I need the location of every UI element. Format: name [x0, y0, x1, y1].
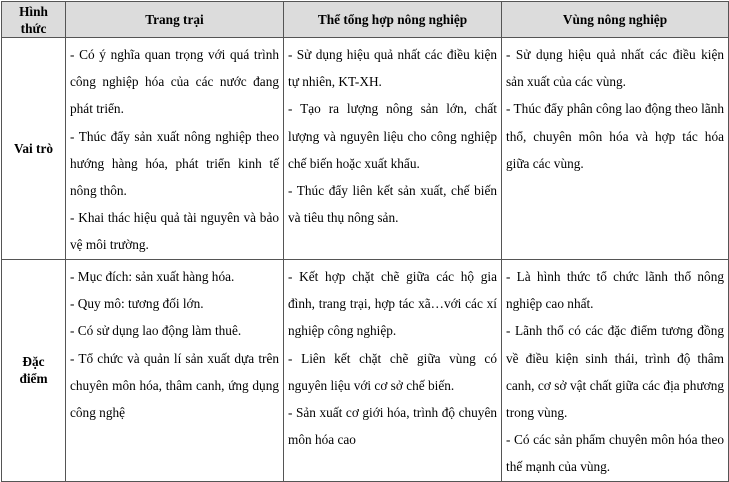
list-item: - Là hình thức tổ chức lãnh thổ nông nghiệp cao nhất.	[506, 269, 724, 312]
comparison-table	[1, 1, 729, 482]
cell-role-agri-region	[502, 38, 729, 260]
cell-char-farm	[66, 260, 284, 482]
row-label-line1: Đặc	[22, 354, 45, 370]
list-item: - Quy mô: tương đối lớn.	[70, 296, 204, 312]
cell-role-agri-complex	[284, 38, 502, 260]
list-item: - Lãnh thổ có các đặc điểm tương đồng về điều kiện sinh thái, trình độ thâm canh, cơ sở vật chất giữa các địa phương trong vùng.	[506, 323, 724, 421]
list-item: - Mục đích: sản xuất hàng hóa.	[70, 269, 235, 284]
list-item: - Có các sản phẩm chuyên môn hóa theo thế mạnh của vùng.	[506, 432, 724, 475]
header-form	[2, 2, 66, 38]
list-item: - Sử dụng hiệu quả nhất các điều kiện tự nhiên, KT-XH.	[288, 47, 497, 90]
list-item: - Kết hợp chặt chẽ giữa các hộ gia đình, trang trại, hợp tác xã…với các xí nghiệp công nghiệp.	[288, 269, 497, 339]
list-item: - Có sử dụng lao động làm thuê.	[70, 323, 242, 339]
list-item: - Thúc đẩy phân công lao động theo lãnh thổ, chuyên môn hóa và hợp tác hóa giữa các vùng.	[506, 101, 724, 171]
list-item: - Có ý nghĩa quan trọng với quá trình công nghiệp hóa của các nước đang phát triển.	[70, 47, 279, 117]
cell-char-agri-region	[502, 260, 729, 482]
list-item: - Liên kết chặt chẽ giữa vùng có nguyên liệu với cơ sở chế biến.	[288, 350, 497, 393]
list-item: - Tổ chức và quản lí sản xuất dựa trên chuyên môn hóa, thâm canh, ứng dụng công nghệ	[70, 350, 279, 421]
row-label-line2: điểm	[19, 371, 48, 387]
list-item: - Khai thác hiệu quả tài nguyên và bảo vệ môi trường.	[70, 210, 279, 253]
list-item: - Tạo ra lượng nông sản lớn, chất lượng và nguyên liệu cho công nghiệp chế biến hoặc xuất khẩu.	[288, 101, 497, 171]
row-label-characteristics	[2, 260, 66, 482]
table-header-row	[2, 2, 729, 38]
header-form-line2: thức	[20, 20, 47, 36]
header-form-line1: Hình	[19, 3, 48, 19]
list-item: - Sản xuất cơ giới hóa, trình độ chuyên môn hóa cao	[288, 405, 497, 448]
cell-char-agri-complex	[284, 260, 502, 482]
header-agri-complex: Thể tổng hợp nông nghiệp	[284, 2, 502, 38]
list-item: - Sử dụng hiệu quả nhất các điều kiện sản xuất của các vùng.	[506, 47, 724, 90]
header-farm: Trang trại	[66, 2, 284, 38]
header-agri-region: Vùng nông nghiệp	[502, 2, 729, 38]
table-row-role	[2, 38, 729, 260]
list-item: - Thúc đẩy liên kết sản xuất, chế biến và tiêu thụ nông sản.	[288, 183, 497, 226]
list-item: - Thúc đẩy sản xuất nông nghiệp theo hướng hàng hóa, phát triển kinh tế nông thôn.	[70, 128, 279, 199]
table-row-characteristics	[2, 260, 729, 482]
cell-role-farm	[66, 38, 284, 260]
row-label-role: Vai trò	[2, 38, 66, 260]
